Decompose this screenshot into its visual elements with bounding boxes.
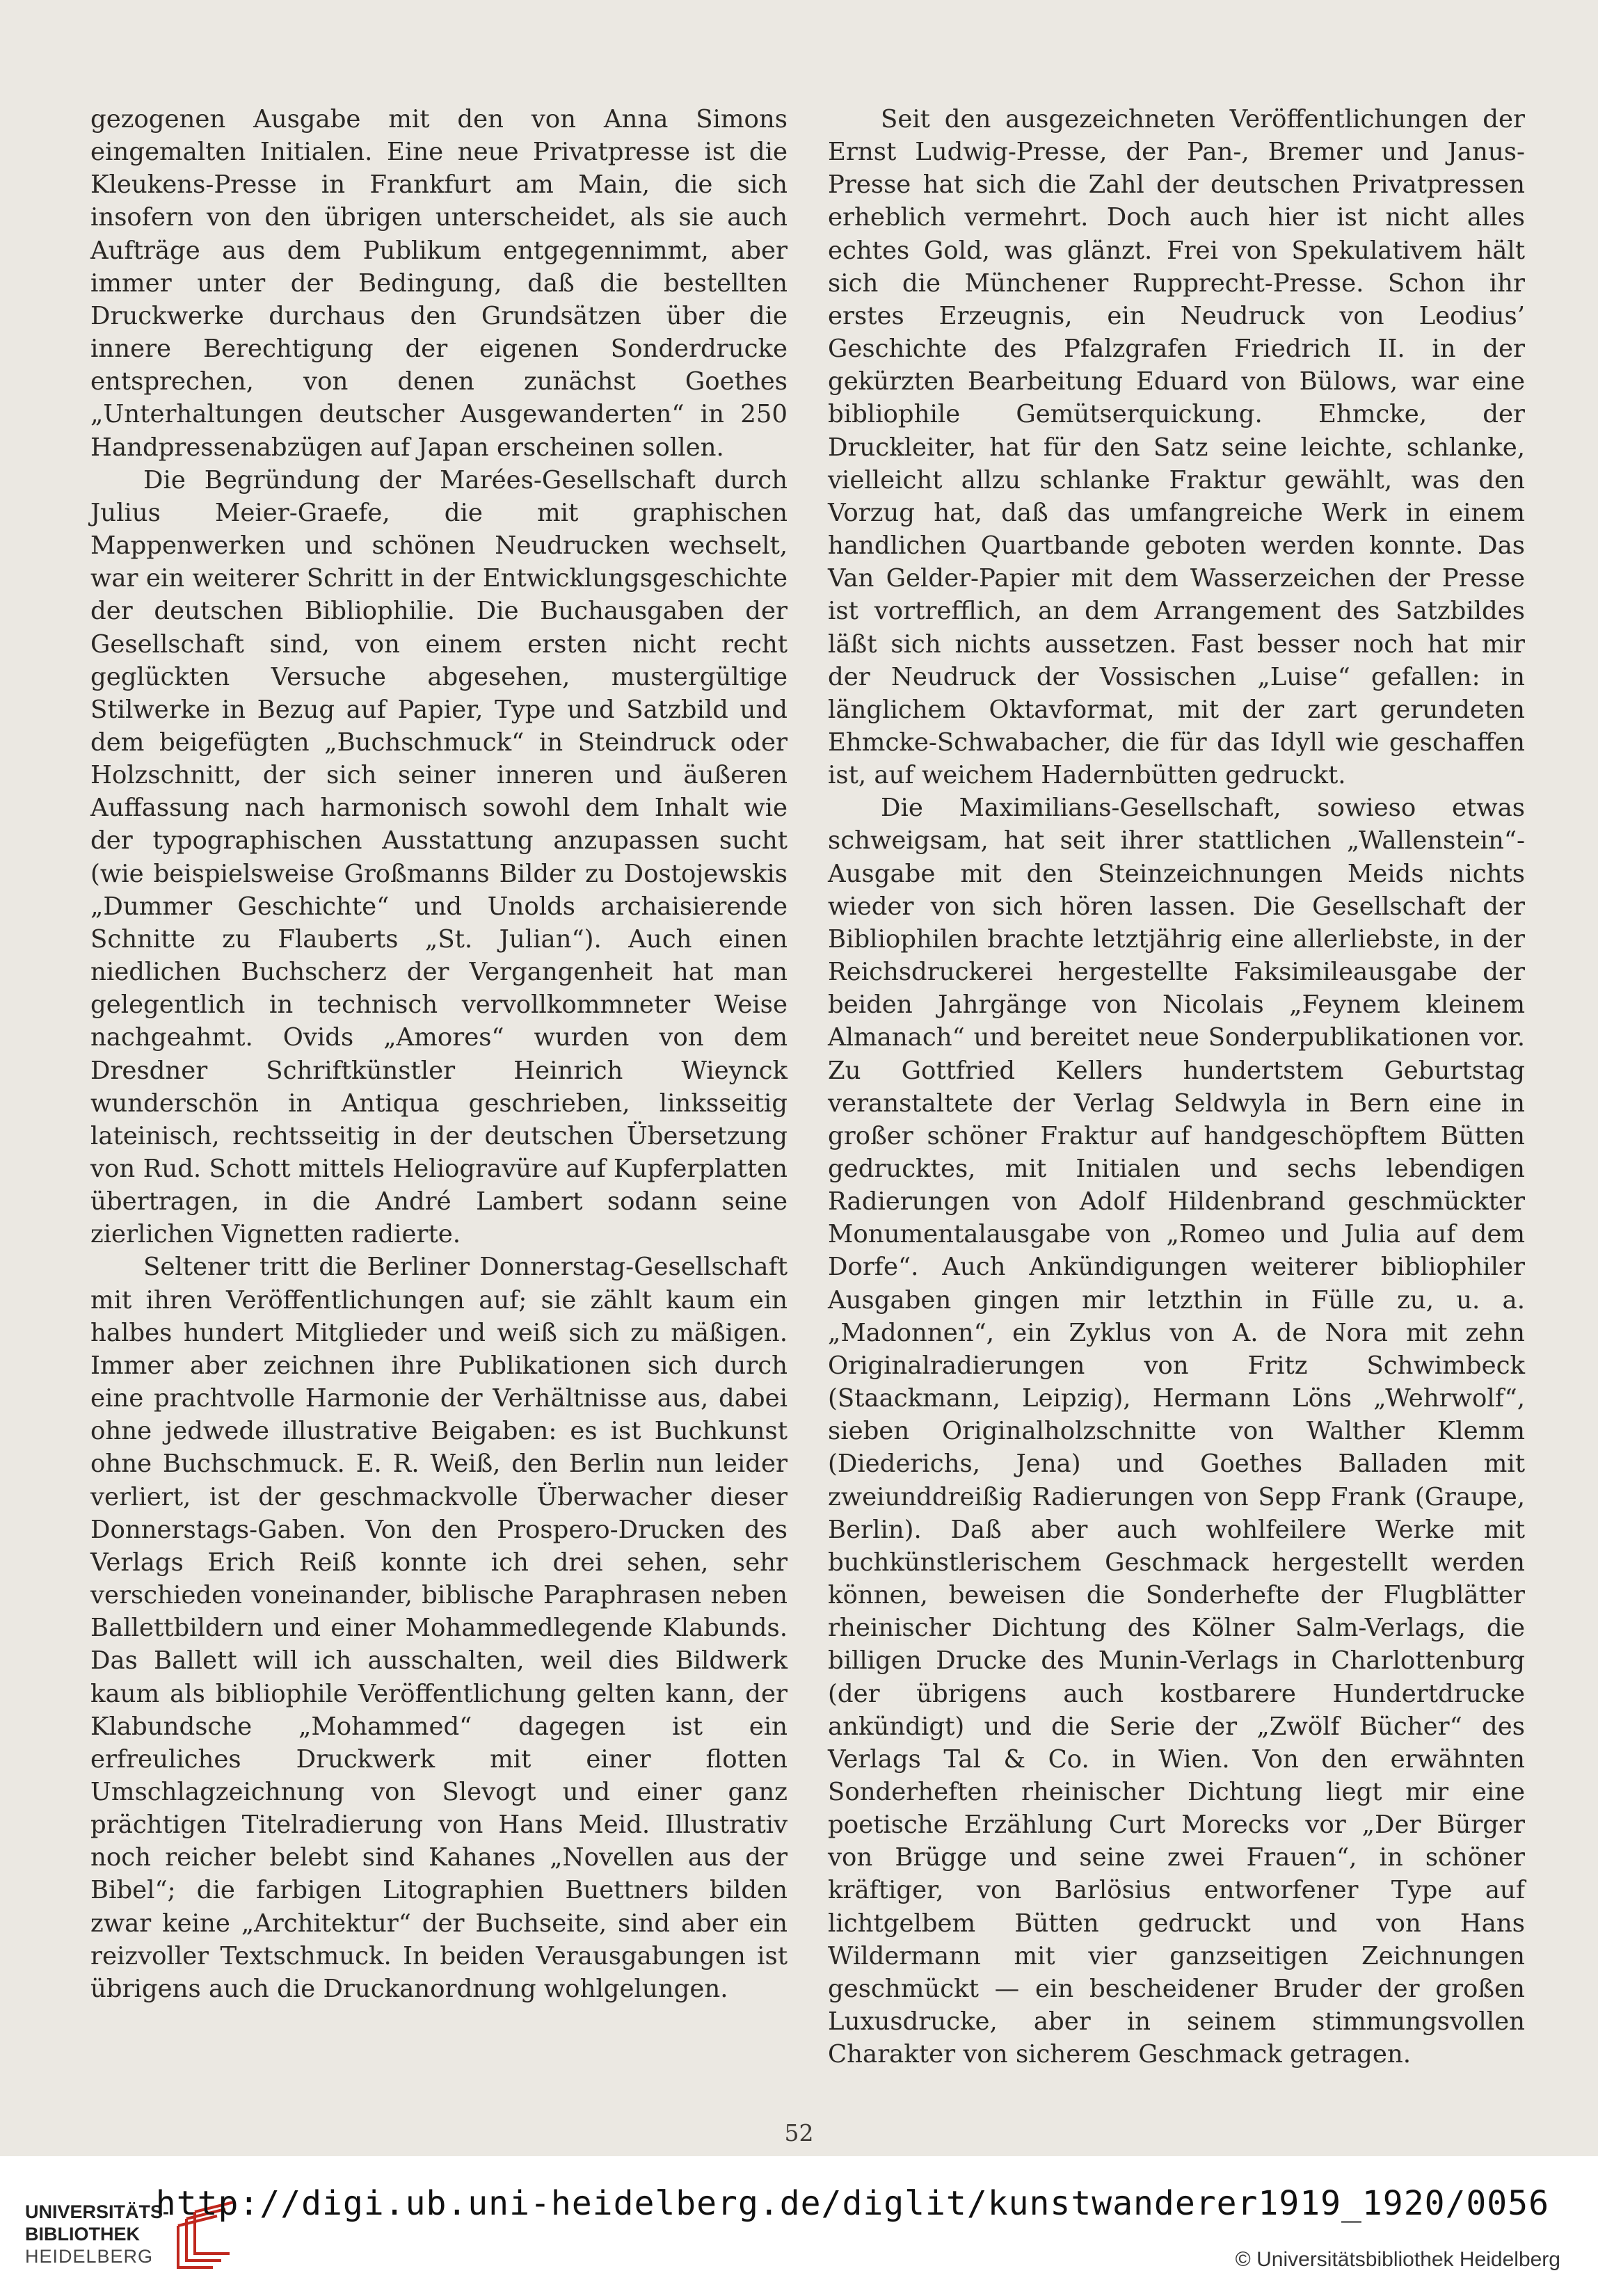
- paragraph: gezogenen Ausgabe mit den von Anna Simons eingemalten Initialen. Eine neue Privatpresse ist die Kleukens-Presse in Frankfurt am Main, die sich insofern von den übrigen unterscheidet, als sie auch Aufträge aus dem Publikum entgegennimmt, aber immer unter der Bedingung, daß die bestellten Druckwerke durchaus den Grundsätzen über die innere Berechtigung der eigenen Sonderdrucke entsprechen, von denen zunächst Goethes „Unterhaltungen deutscher Ausgewanderten“ in 250 Handpressenabzügen auf Japan erscheinen sollen.: [90, 105, 788, 462]
- copyright-notice: © Universitätsbibliothek Heidelberg: [1235, 2248, 1560, 2271]
- logo-line-1: UNIVERSITÄTS-: [25, 2201, 170, 2222]
- left-column: [90, 103, 788, 2005]
- source-url-link[interactable]: http://digi.ub.uni-heidelberg.de/diglit/kunstwanderer1919_1920/0056: [155, 2184, 1549, 2223]
- paragraph: Seit den ausgezeichneten Veröffentlichungen der Ernst Ludwig-Presse, der Pan-, Bremer und Janus-Presse hat sich die Zahl der deutschen Privatpressen erheblich vermehrt. Doch auch hier ist nicht alles echtes Gold, was glänzt. Frei von Spekulativem hält sich die Münchener Rupprecht-Presse. Schon ihr erstes Erzeugnis, ein Neudruck von Leodius’ Geschichte des Pfalzgrafen Friedrich II. in der gekürzten Bearbeitung Eduard von Bülows, war eine bibliophile Gemütserquickung. Ehmcke, der Druckleiter, hat für den Satz seine leichte, schlanke, vielleicht allzu schlanke Fraktur gewählt, was den Vorzug hat, daß das umfangreiche Werk in einem handlichen Quartbande geboten werden konnte. Das Van Gelder-Papier mit dem Wasserzeichen der Presse ist vortrefflich, an dem Arrangement des Satzbildes läßt sich nichts aussetzen. Fast besser noch hat mir der Neudruck der Vossischen „Luise“ gefallen: in länglichem Oktavformat, mit der zart gerundeten Ehmcke-Schwabacher, die für das Idyll wie geschaffen ist, auf weichem Hadernbütten gedruckt.: [828, 105, 1525, 790]
- page-number: 52: [784, 2119, 814, 2146]
- paragraph: Seltener tritt die Berliner Donnerstag-Gesellschaft mit ihren Veröffentlichungen auf; sie zählt kaum ein halbes hundert Mitglieder und weiß sich zu mäßigen. Immer aber zeichnen ihre Publikationen sich durch eine prachtvolle Harmonie der Verhältnisse aus, dabei ohne jedwede illustrative Beigaben: es ist Buchkunst ohne Buchschmuck. E. R. Weiß, den Berlin nun leider verliert, ist der geschmackvolle Überwacher dieser Donnerstags-Gaben. Von den Prospero-Drucken des Verlags Erich Reiß konnte ich drei sehen, sehr verschieden voneinander, biblische Paraphrasen neben Ballettbildern und einer Mohammedlegende Klabunds. Das Ballett will ich ausschalten, weil dies Bildwerk kaum als bibliophile Veröffentlichung gelten kann, der Klabundsche „Mohammed“ dagegen ist ein erfreuliches Druckwerk mit einer flotten Umschlagzeichnung von Slevogt und einer ganz prächtigen Titelradierung von Hans Meid. Illustrativ noch reicher belebt sind Kahanes „Novellen aus der Bibel“; die farbigen Litographien Buettners bilden zwar keine „Architektur“ der Buchseite, sind aber ein reizvoller Textschmuck. In beiden Verausgabungen ist übrigens auch die Druckanordnung wohlgelungen.: [90, 1253, 788, 2003]
- logo-line-2: BIBLIOTHEK: [25, 2224, 140, 2245]
- paragraph: Die Maximilians-Gesellschaft, sowieso etwas schweigsam, hat seit ihrer stattlichen „Wallenstein“-Ausgabe mit den Steinzeichnungen Meids nichts wieder von sich hören lassen. Die Gesellschaft der Bibliophilen brachte letztjährig eine allerliebste, in der Reichsdruckerei hergestellte Faksimileausgabe der beiden Jahrgänge von Nicolais „Feynem kleinem Almanach“ und bereitet neue Sonderpublikationen vor. Zu Gottfried Kellers hundertstem Geburtstag veranstaltete der Verlag Seldwyla in Bern eine in großer schöner Fraktur auf handgeschöpftem Bütten gedrucktes, mit Initialen und sechs lebendigen Radierungen von Adolf Hildenbrand geschmückter Monumentalausgabe von „Romeo und Julia auf dem Dorfe“. Auch Ankündigungen weiterer bibliophiler Ausgaben gingen mir letzthin in Fülle zu, u. a. „Madonnen“, ein Zyklus von A. de Nora mit zehn Originalradierungen von Fritz Schwimbeck (Staackmann, Leipzig), Hermann Löns „Wehrwolf“, sieben Originalholzschnitte von Walther Klemm (Diederichs, Jena) und Goethes Balladen mit zweiunddreißig Radierungen von Sepp Frank (Graupe, Berlin). Daß aber auch wohlfeilere Werke mit buchkünstlerischem Geschmack hergestellt werden können, beweisen die Sonderhefte der Flugblätter rheinischer Dichtung des Kölner Salm-Verlags, die billigen Drucke des Munin-Verlags in Charlottenburg (der übrigens auch kostbarere Hundertdrucke ankündigt) und die Serie der „Zwölf Bücher“ des Verlags Tal & Co. in Wien. Von den erwähnten Sonderheften rheinischer Dichtung liegt mir eine poetische Erzählung Curt Morecks vor „Der Bürger von Brügge und seine zwei Frauen“, in schöner kräftiger, von Barlösius entworfener Type auf lichtgelbem Bütten gedruckt und von Hans Wildermann mit vier ganzseitigen Zeichnungen geschmückt — ein bescheidener Bruder der großen Luxusdrucke, aber in seinem stimmungsvollen Charakter von sicherem Geschmack getragen.: [828, 794, 1525, 2069]
- logo-line-3: HEIDELBERG: [25, 2246, 154, 2267]
- logo-text: [25, 2201, 169, 2267]
- right-column: [828, 103, 1525, 2071]
- paragraph: Die Begründung der Marées-Gesellschaft durch Julius Meier-Graefe, die mit graphischen Mappenwerken und schönen Neudrucken wechselt, war ein weiterer Schritt in der Entwicklungsgeschichte der deutschen Bibliophilie. Die Buchausgaben der Gesellschaft sind, von einem ersten nicht recht geglückten Versuche abgesehen, mustergültige Stilwerke in Bezug auf Papier, Type und Satzbild und dem beigefügten „Buchschmuck“ in Steindruck oder Holzschnitt, der sich seiner inneren und äußeren Auffassung nach harmonisch sowohl dem Inhalt wie der typographischen Ausstattung anzupassen sucht (wie beispielsweise Großmanns Bilder zu Dostojewskis „Dummer Geschichte“ und Unolds archaisierende Schnitte zu Flauberts „St. Julian“). Auch einen niedlichen Buchscherz der Vergangenheit hat man gelegentlich in technisch vervollkommneter Weise nachgeahmt. Ovids „Amores“ wurden von dem Dresdner Schriftkünstler Heinrich Wieynck wunderschön in Antiqua geschrieben, linksseitig lateinisch, rechtsseitig in der deutschen Übersetzung von Rud. Schott mittels Heliogravüre auf Kupferplatten übertragen, in die André Lambert sodann seine zierlichen Vignetten radierte.: [90, 465, 788, 1249]
